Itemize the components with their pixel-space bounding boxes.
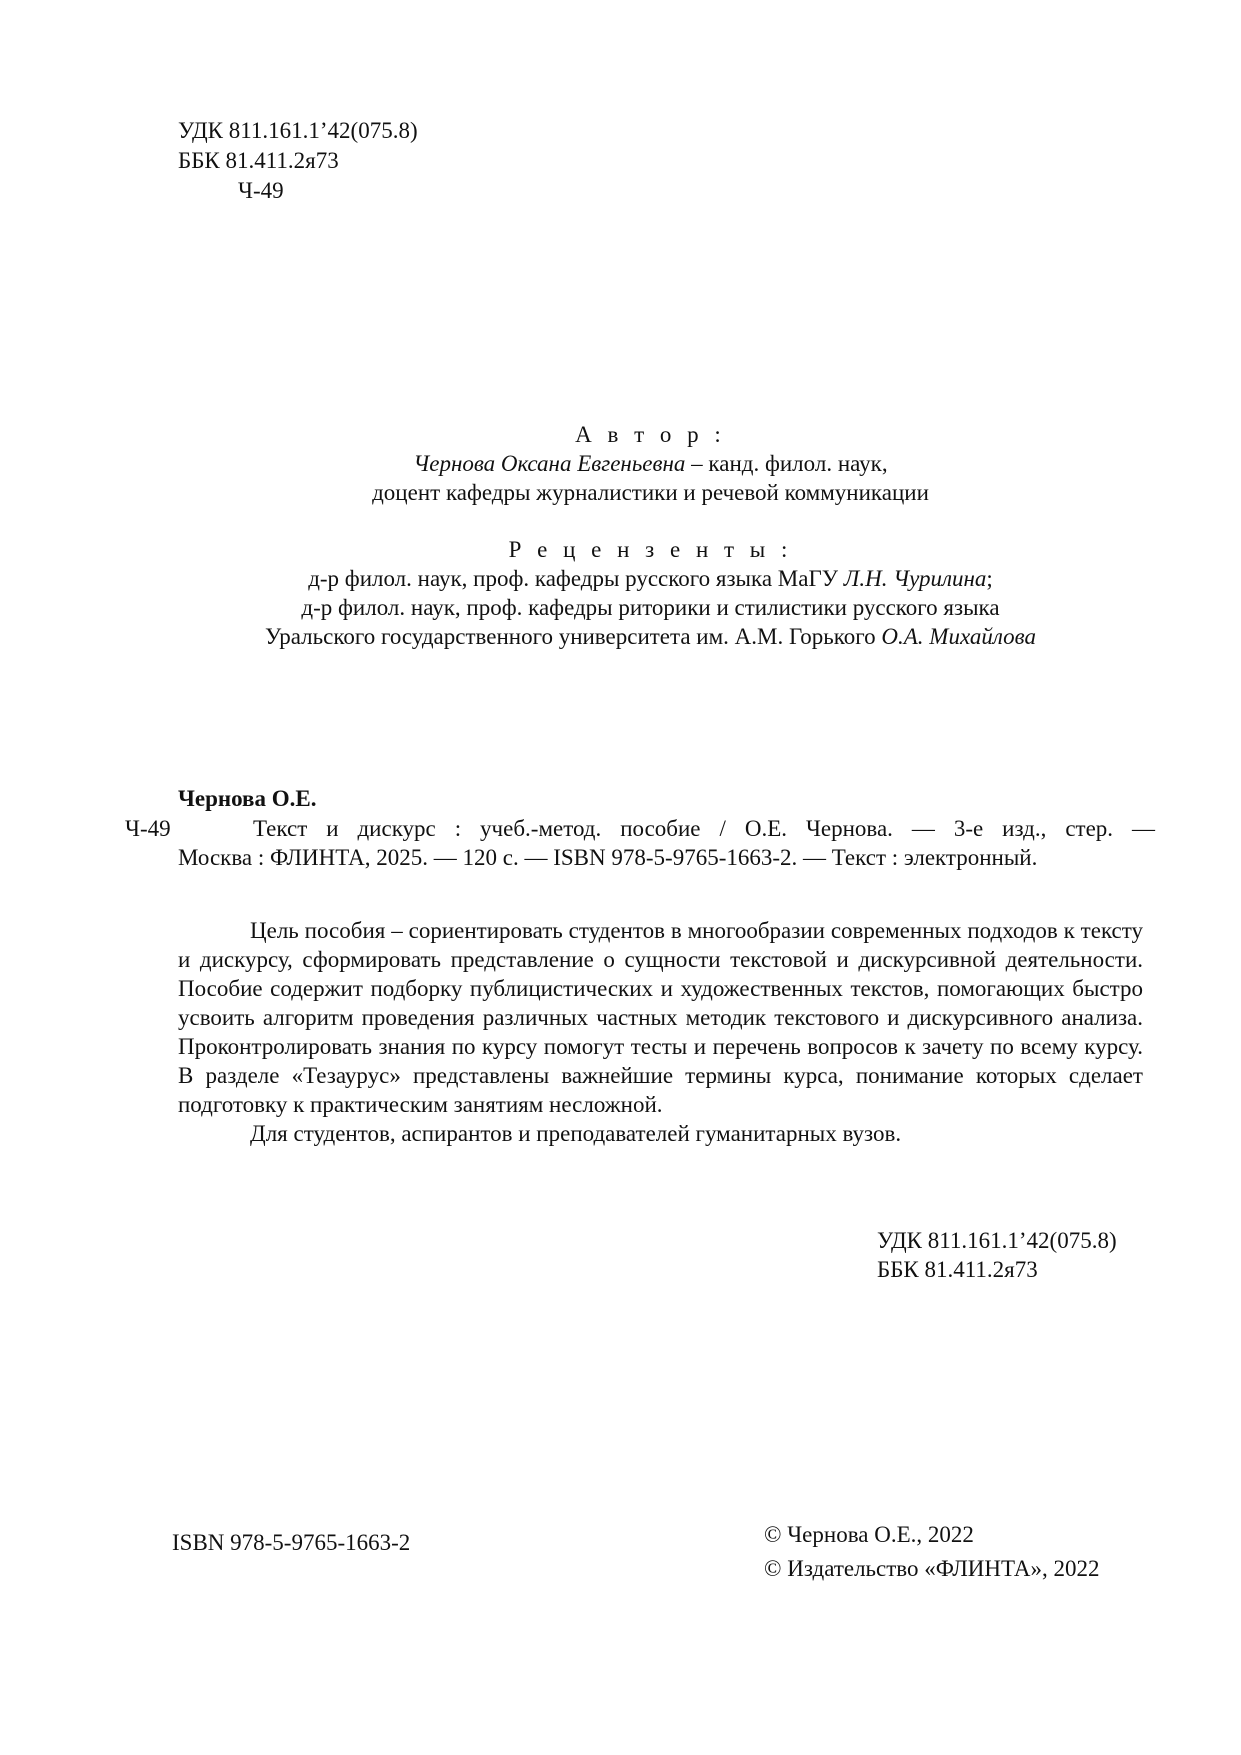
isbn: ISBN 978-5-9765-1663-2 xyxy=(172,1530,411,1555)
record-title-line: Текст и дискурс : учеб.-метод. пособие / О.Е. Чернова. — 3-е изд., стер. — xyxy=(253,816,1155,841)
author-name: Чернова Оксана Евгеньевна xyxy=(413,451,686,476)
reviewer-2 xyxy=(60,622,1241,651)
reviewers-heading: Р е ц е н з е н т ы : xyxy=(508,537,793,562)
reviewers-section xyxy=(60,535,1241,651)
reviewer-2-affiliation: Уральского государственного университета им. А.М. Горького xyxy=(265,624,882,649)
annotation-audience: Для студентов, аспирантов и преподавателей гуманитарных вузов. xyxy=(250,1121,902,1146)
bibliographic-record xyxy=(125,784,1155,872)
bbk-code-bottom: ББК 81.411.2я73 xyxy=(877,1257,1038,1282)
bottom-classification-codes xyxy=(877,1226,1117,1284)
record-main-row xyxy=(125,814,1155,843)
author-position: доцент кафедры журналистики и речевой коммуникации xyxy=(372,480,929,505)
annotation-paragraph: Цель пособия – сориентировать студентов в многообразии современных подходов к тексту и дискурсу, сформировать представление о сущности текстовой и дискурсивной деятельности. Пособие содержит подборку публицистических и художественных текстов, помогающих быстро усвоить алгоритм проведения различных частных методик текстового и дискурсивного анализа. Проконтролировать знания по курсу помогут тесты и перечень вопросов к зачету по всему курсу. В разделе «Тезаурус» представлены важнейшие термины курса, понимание которых сделает подготовку к практическим занятиям несложной. xyxy=(178,918,1143,1117)
reviewer-1-end: ; xyxy=(986,566,993,591)
reviewer-2-name: О.А. Михайлова xyxy=(881,624,1036,649)
annotation xyxy=(178,916,1143,1148)
author-line xyxy=(60,449,1241,478)
author-heading: А в т о р : xyxy=(575,422,726,447)
record-author: Чернова О.Е. xyxy=(178,786,317,811)
record-publication-line: Москва : ФЛИНТА, 2025. — 120 с. — ISBN 978-5-9765-1663-2. — Текст : электронный. xyxy=(178,845,1038,870)
bbk-code: ББК 81.411.2я73 xyxy=(178,148,339,173)
record-code: Ч-49 xyxy=(125,816,171,841)
reviewer-1-name: Л.Н. Чурилина xyxy=(843,566,987,591)
reviewer-1-title: д-р филол. наук, проф. кафедры русского языка МаГУ xyxy=(308,566,844,591)
reviewer-2-title: д-р филол. наук, проф. кафедры риторики и стилистики русского языка xyxy=(301,595,1000,620)
copyright-author: © Чернова О.Е., 2022 xyxy=(764,1522,974,1547)
top-classification-codes xyxy=(178,116,418,206)
copyright-block xyxy=(764,1518,1100,1586)
copyright-publisher: © Издательство «ФЛИНТА», 2022 xyxy=(764,1556,1100,1581)
udk-code: УДК 811.161.1’42(075.8) xyxy=(178,118,418,143)
reviewer-1 xyxy=(60,564,1241,593)
author-section xyxy=(60,420,1241,507)
udk-code-bottom: УДК 811.161.1’42(075.8) xyxy=(877,1228,1117,1253)
author-degree: – канд. филол. наук, xyxy=(685,451,888,476)
author-mark: Ч-49 xyxy=(238,178,284,203)
